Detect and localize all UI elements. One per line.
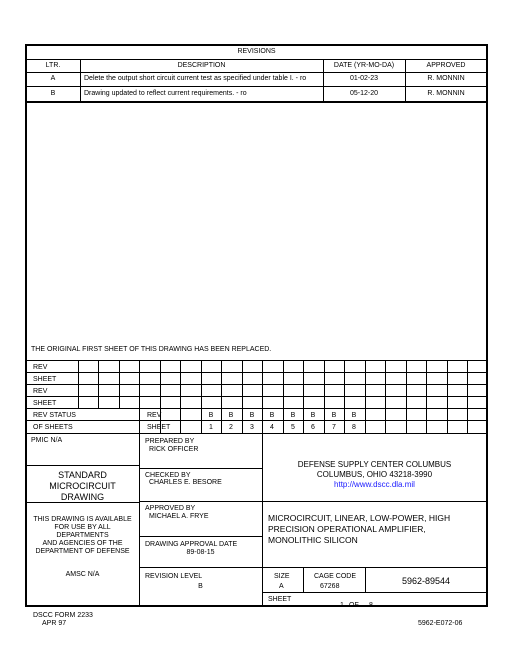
- revision-row-description: Delete the output short circuit current test as specified under table I. - ro: [84, 75, 307, 82]
- checked-by-label: CHECKED BY: [145, 472, 191, 479]
- revision-row-approved: R. MONNIN: [427, 90, 465, 97]
- status-sheet-cell: 1: [209, 424, 213, 431]
- revision-row-date: 01-02-23: [349, 75, 379, 82]
- status-row-label: SHEET: [33, 376, 57, 383]
- rev-status-label: REV STATUS: [33, 412, 76, 419]
- standard-drawing-title: [26, 470, 139, 503]
- revision-level-label: REVISION LEVEL: [145, 573, 203, 580]
- checked-by-value: CHARLES E. BESORE: [149, 479, 222, 486]
- of-sheets-label: OF SHEETS: [33, 424, 73, 431]
- approved-by-value: MICHAEL A. FRYE: [149, 513, 209, 520]
- agency-name: DEFENSE SUPPLY CENTER COLUMBUS: [297, 460, 452, 469]
- status-rev-cell: B: [351, 412, 357, 419]
- status-rev-cell: B: [228, 412, 234, 419]
- sheet-label: SHEET: [268, 596, 292, 603]
- agency-url-link[interactable]: http://www.dscc.dla.mil: [334, 480, 415, 489]
- status-sheet-cell: 5: [291, 424, 295, 431]
- status-sheet-cell: 8: [352, 424, 356, 431]
- revision-row-date: 05-12-20: [349, 90, 379, 97]
- cage-code-label: CAGE CODE: [314, 573, 357, 580]
- status-row-label: REV: [33, 388, 48, 395]
- approved-by-label: APPROVED BY: [145, 505, 196, 512]
- form-date: APR 97: [42, 620, 67, 627]
- revisions-header-date: DATE (YR-MO-DA): [333, 62, 395, 69]
- replacement-notice: THE ORIGINAL FIRST SHEET OF THIS DRAWING HAS BEEN REPLACED.: [31, 346, 272, 353]
- status-rev-cell: B: [269, 412, 275, 419]
- status-row-label: SHEET: [33, 400, 57, 407]
- approval-date-label: DRAWING APPROVAL DATE: [145, 541, 238, 548]
- prepared-by-value: RICK OFFICER: [149, 446, 199, 453]
- sheet-number: 1: [340, 602, 344, 609]
- size-label: SIZE: [274, 573, 290, 580]
- revisions-header-approved: APPROVED: [426, 62, 466, 69]
- size-value: A: [279, 583, 284, 590]
- drawing-title: MICROCIRCUIT, LINEAR, LOW-POWER, HIGH PRECISION OPERATIONAL AMPLIFIER, MONOLITHIC SILICON: [268, 513, 451, 545]
- standard-line: STANDARD: [58, 470, 107, 480]
- status-rev-cell: B: [208, 412, 214, 419]
- availability-statement: THIS DRAWING IS AVAILABLE FOR USE BY ALL DEPARTMENTS AND AGENCIES OF THE DEPARTMENT OF DEFENSE: [33, 516, 132, 555]
- pmic-field: PMIC N/A: [31, 437, 63, 444]
- status-sheet-cell: 3: [250, 424, 254, 431]
- status-rev-label: REV: [147, 412, 162, 419]
- status-sheet-cell: 6: [311, 424, 315, 431]
- document-number: 5962-89544: [401, 576, 451, 586]
- form-number: DSCC FORM 2233: [33, 612, 93, 619]
- standard-line: MICROCIRCUIT: [49, 481, 116, 491]
- revisions-header-description: DESCRIPTION: [177, 62, 226, 69]
- revision-row-description: Drawing updated to reflect current requirements. - ro: [84, 90, 247, 97]
- approval-date-value: 89-08-15: [186, 549, 215, 556]
- revision-level-value: B: [198, 583, 203, 590]
- status-rev-cell: B: [249, 412, 255, 419]
- revisions-header-ltr: LTR.: [45, 62, 61, 69]
- standard-line: DRAWING: [60, 492, 105, 502]
- distribution-code: 5962-E072-06: [418, 620, 463, 627]
- status-sheet-cell: 2: [229, 424, 233, 431]
- status-rev-cell: B: [310, 412, 316, 419]
- cage-code-value: 67268: [320, 583, 340, 590]
- revisions-title: REVISIONS: [237, 48, 276, 55]
- revision-row-approved: R. MONNIN: [427, 75, 465, 82]
- prepared-by-label: PREPARED BY: [145, 438, 195, 445]
- status-sheet-cell: 4: [270, 424, 274, 431]
- revision-row-ltr: A: [50, 75, 56, 82]
- status-rev-cell: B: [331, 412, 337, 419]
- status-sheet-cell: 7: [332, 424, 336, 431]
- revision-row-ltr: B: [50, 90, 56, 97]
- sheet-total: 8: [369, 602, 373, 609]
- status-rev-cell: B: [290, 412, 296, 419]
- status-row-label: REV: [33, 364, 48, 371]
- sheet-of-label: OF: [349, 602, 359, 609]
- amsc-field: AMSC N/A: [65, 571, 100, 578]
- agency-block: [262, 460, 487, 490]
- agency-address: COLUMBUS, OHIO 43218-3990: [316, 470, 433, 479]
- status-sheet-label: SHEET: [147, 424, 171, 431]
